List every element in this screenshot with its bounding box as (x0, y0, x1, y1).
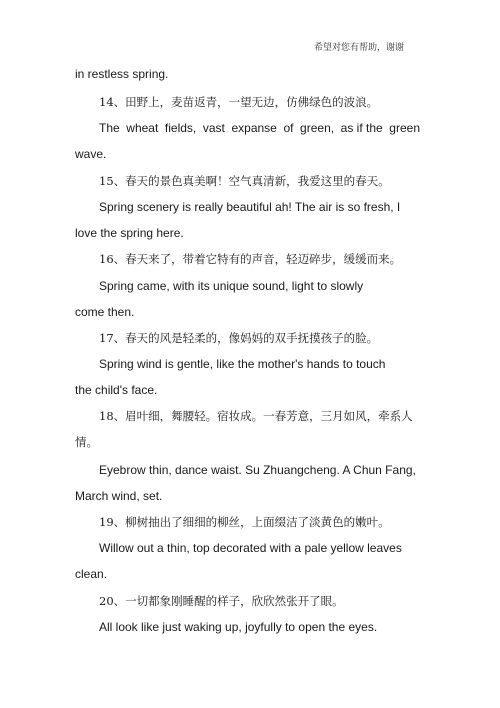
text-line: Spring came, with its unique sound, light to slowly (99, 279, 364, 293)
text-line: 15、春天的景色真美啊！空气真清新，我爱这里的春天。 (99, 174, 390, 188)
text-line: love the spring here. (75, 226, 184, 240)
word: vast (202, 121, 225, 135)
text-line: clean. (75, 567, 108, 581)
text-line: 17、春天的风是轻柔的，像妈妈的双手抚摸孩子的脸。 (99, 331, 379, 345)
text-line: 14、田野上，麦苗返青，一望无边，仿佛绿色的波浪。 (99, 95, 379, 109)
text-line: the child's face. (75, 383, 158, 397)
text-line: March wind, set. (75, 489, 163, 503)
text-line: in restless spring. (75, 67, 169, 81)
word: expanse (231, 121, 277, 135)
text-line: wave. (75, 147, 107, 161)
text-line: 16、春天来了，带着它特有的声音，轻迈碎步，缓缓而来。 (99, 252, 402, 266)
page-header: 希望对您有帮助，谢谢 (313, 43, 404, 53)
word: wheat (126, 121, 159, 135)
text-line: Spring wind is gentle, like the mother's hands to touch (99, 357, 386, 371)
word: as if the (340, 121, 383, 135)
text-line: 18、眉叶细，舞腰轻。宿妆成。一春芳意，三月如风，牵系人 (99, 409, 413, 423)
word: of (283, 121, 294, 135)
text-line: All look like just waking up, joyfully to open the eyes. (99, 620, 378, 634)
text-line: Spring scenery is really beautiful ah! The air is so fresh, I (99, 200, 401, 214)
word: green (389, 121, 420, 135)
text-line: come then. (75, 305, 135, 319)
text-line: Willow out a thin, top decorated with a pale yellow leaves (99, 541, 402, 555)
text-line-justified (99, 121, 420, 135)
text-line: 情。 (75, 435, 98, 449)
word: The (99, 121, 120, 135)
word: green, (300, 121, 335, 135)
text-line: 20、一切都象刚睡醒的样子，欣欣然张开了眼。 (99, 594, 344, 608)
text-line: 19、柳树抽出了细细的柳丝，上面缀洁了淡黄色的嫩叶。 (99, 515, 390, 529)
word: fields, (164, 121, 197, 135)
text-line: Eyebrow thin, dance waist. Su Zhuangcheng. A Chun Fang, (99, 463, 416, 477)
